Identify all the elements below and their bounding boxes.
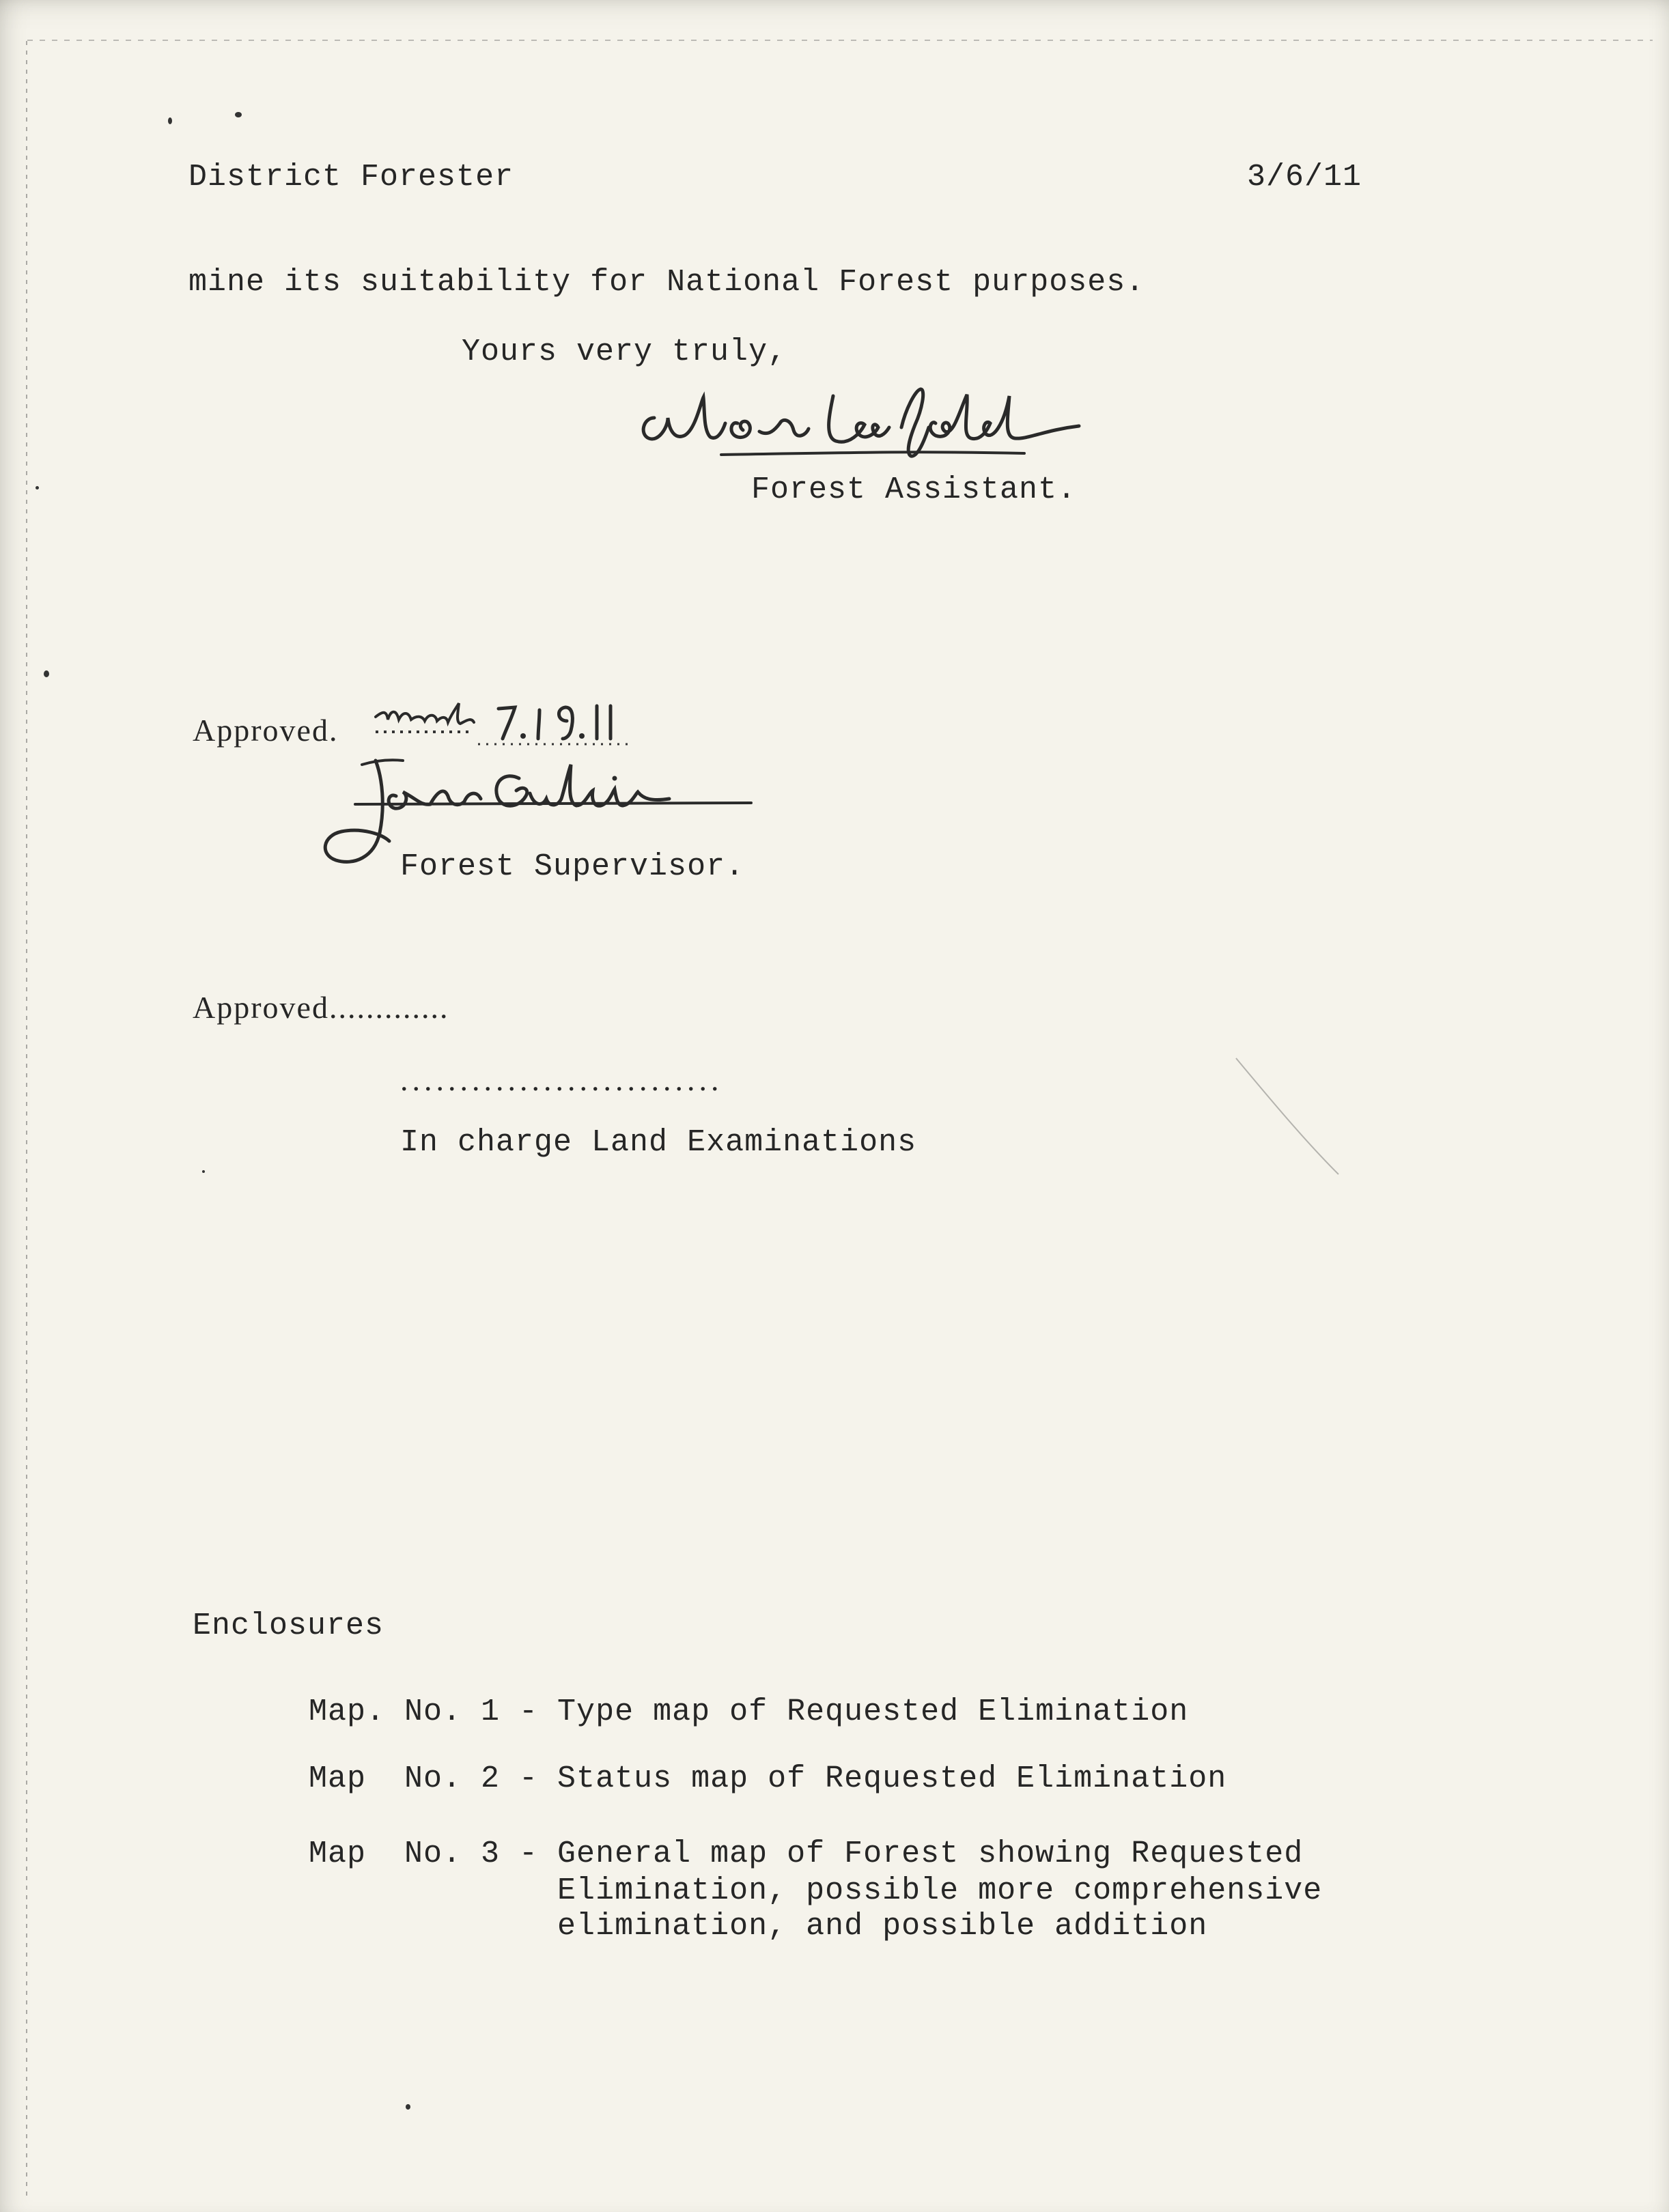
closing-text: Yours very truly,	[462, 335, 787, 369]
paper-speck	[235, 112, 242, 117]
handwritten-date-image	[369, 696, 683, 751]
paper-speck	[202, 1170, 205, 1173]
paper-scratch	[1229, 1051, 1352, 1188]
page-left-edge	[26, 41, 27, 2198]
approved-label-2: Approved.............	[193, 990, 449, 1025]
enclosure-item-3-line-3: elimination, and possible addition	[309, 1909, 1208, 1944]
signature-line-2: ...........................	[400, 1062, 723, 1097]
land-examinations-title: In charge Land Examinations	[400, 1125, 917, 1160]
supervisor-title: Forest Supervisor.	[400, 849, 745, 884]
paper-speck	[36, 486, 39, 490]
enclosure-item-3-line-2: Elimination, possible more comprehensive	[309, 1873, 1323, 1908]
paper-speck	[168, 117, 172, 124]
approved-label-1: Approved.	[193, 713, 339, 748]
header-addressee: District Forester	[188, 160, 514, 195]
paper-speck	[44, 670, 49, 677]
header-date: 3/6/11	[1247, 160, 1362, 195]
signer-title: Forest Assistant.	[751, 472, 1077, 507]
enclosure-item-1: Map. No. 1 - Type map of Requested Elimination	[309, 1695, 1189, 1729]
signature-1-image	[635, 382, 1099, 464]
page-top-edge	[27, 40, 1653, 41]
body-text: mine its suitability for National Forest purposes.	[188, 265, 1145, 300]
paper-speck	[406, 2104, 410, 2110]
enclosures-heading: Enclosures	[193, 1608, 384, 1643]
enclosure-item-3-line-1: Map No. 3 - General map of Forest showing Requested	[309, 1837, 1304, 1871]
enclosure-item-2: Map No. 2 - Status map of Requested Elimination	[309, 1761, 1227, 1796]
